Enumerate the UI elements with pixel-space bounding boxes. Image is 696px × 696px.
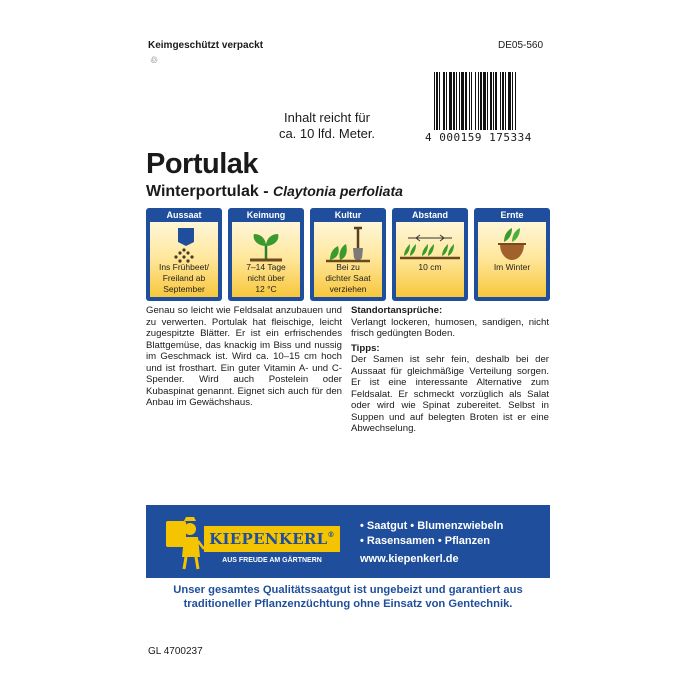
- barcode-bar: [502, 72, 504, 130]
- quality-line2: traditioneller Pflanzenzüchtung ohne Einsatz von Gentechnik.: [183, 598, 513, 610]
- content-note: [252, 110, 402, 142]
- barcode-bar: [495, 72, 497, 130]
- brand-website[interactable]: www.kiepenkerl.de: [360, 553, 459, 565]
- barcode-bar: [487, 72, 488, 130]
- recycle-icon: ♲: [150, 55, 159, 65]
- brand-product-line: • Rasensamen • Pflanzen: [360, 535, 490, 547]
- subtitle-common-name: Winterportulak -: [146, 183, 273, 200]
- barcode-bar: [508, 72, 511, 130]
- info-box-text-line: 12 °C: [255, 284, 277, 294]
- barcode-bar: [465, 72, 467, 130]
- info-box-text-line: September: [163, 284, 205, 294]
- gl-code: GL 4700237: [148, 646, 203, 657]
- info-box-label: Keimung: [246, 210, 286, 220]
- kiepenkerl-figure-icon: [160, 515, 206, 571]
- info-box-label: Aussaat: [166, 210, 202, 220]
- barcode-bar: [446, 72, 447, 130]
- brand-banner: [146, 505, 550, 578]
- info-box-text-line: Freiland ab: [162, 273, 206, 283]
- info-box-keimung: [228, 208, 304, 301]
- article-number: DE05-560: [498, 40, 544, 51]
- product-subtitle: [146, 183, 403, 201]
- brand-tagline: AUS FREUDE AM GÄRTNERN: [222, 557, 322, 564]
- barcode-bar: [461, 72, 464, 130]
- barcode-bar: [471, 72, 472, 130]
- location-heading: Standortansprüche:: [351, 305, 443, 316]
- harvest-bowl-icon: [478, 224, 546, 264]
- info-box-text-line: Im Winter: [493, 262, 531, 272]
- barcode-bar: [443, 72, 445, 130]
- barcode-digits: 4 000159 175334: [425, 131, 532, 144]
- barcode-bar: [478, 72, 479, 130]
- barcode-bar: [469, 72, 470, 130]
- barcode-bar: [515, 72, 516, 130]
- info-box-label: Kultur: [334, 210, 362, 220]
- spade-icon: [314, 224, 382, 264]
- brand-logo: [204, 526, 340, 552]
- info-box-kultur: [310, 208, 386, 301]
- barcode-bar: [480, 72, 482, 130]
- info-box-label: Abstand: [412, 210, 448, 220]
- barcode-bar: [456, 72, 457, 130]
- info-box-abstand: [392, 208, 468, 301]
- barcode-bar: [512, 72, 513, 130]
- barcode-bar: [483, 72, 486, 130]
- barcode-bar: [475, 72, 476, 130]
- quality-statement: [146, 583, 550, 611]
- info-box-text-line: Ins Frühbeet/: [158, 262, 210, 272]
- barcode-bar: [436, 72, 438, 130]
- brand-name: [204, 530, 340, 548]
- info-box-label: Ernte: [500, 210, 524, 220]
- tips-heading: Tipps:: [351, 342, 380, 354]
- brand-products: [360, 519, 503, 567]
- subtitle-latin-name: Claytonia perfoliata: [272, 183, 403, 199]
- growing-info: [351, 305, 549, 435]
- info-box-text-line: dichter Saat: [325, 273, 371, 283]
- quality-line1: Unser gesamtes Qualitätssaatgut ist ungebeizt und garantiert aus: [173, 584, 523, 596]
- info-box-text-line: Bei zu: [336, 262, 360, 272]
- barcode-bar: [453, 72, 455, 130]
- info-box-text-line: 7–14 Tage: [246, 262, 286, 272]
- brand-product-line: • Saatgut • Blumenzwiebeln: [360, 520, 504, 532]
- product-description: Genau so leicht wie Feldsalat anzubauen und zu verwerten. Portulak hat fleischige, leicht zugespitzte Blätter. Er ist ein erfrischendes Blattgemüse, das knackig im Biss und nussig im Geschmack ist. Wird ca. 10–15 cm hoch und ist frosthart. Ein guter Vitamin A- und C- Spender. Wird auch Postelein oder Kubaspinat genannt. Eignet sich auch für den Anbau im Gewächshaus.: [146, 305, 342, 408]
- seeds-icon: [150, 224, 218, 264]
- barcode-bar: [449, 72, 452, 130]
- tips-text: Der Samen ist sehr fein, deshalb bei der Aussaat für gleichmäßige Verteilung sorgen. Er ist eine interessante Alternative zum Feldsalat. Er schmeckt vorzüglich als Salat oder wird wie Spinat zubereitet. Selbst in Suppen und auf belegten Broten ist er eine Abwechselung.: [351, 354, 549, 434]
- location-text: Verlangt lockeren, humosen, sandigen, nicht frisch gedüngten Boden.: [351, 316, 549, 339]
- barcode-bar: [490, 72, 492, 130]
- barcode-bar: [505, 72, 506, 130]
- content-note-line1: Inhalt reicht für: [284, 110, 370, 125]
- info-box-ernte: [474, 208, 550, 301]
- info-box-text-line: 10 cm: [418, 262, 442, 272]
- barcode-bar: [439, 72, 440, 130]
- spacing-icon: [396, 224, 464, 264]
- barcode-bar: [500, 72, 501, 130]
- product-title: Portulak: [146, 148, 259, 180]
- info-box-text-line: nicht über: [247, 273, 285, 283]
- brand-name-text: KIEPENKERL: [209, 530, 328, 548]
- barcode-bar: [434, 72, 435, 130]
- info-box-text-line: verziehen: [329, 284, 367, 294]
- registered-mark: ®: [327, 530, 335, 539]
- info-box-aussaat: [146, 208, 222, 301]
- barcode-bar: [493, 72, 494, 130]
- content-note-line2: ca. 10 lfd. Meter.: [278, 126, 376, 141]
- sprout-icon: [232, 224, 300, 264]
- germ-protection-note: Keimgeschützt verpackt: [148, 40, 264, 51]
- barcode-bar: [459, 72, 460, 130]
